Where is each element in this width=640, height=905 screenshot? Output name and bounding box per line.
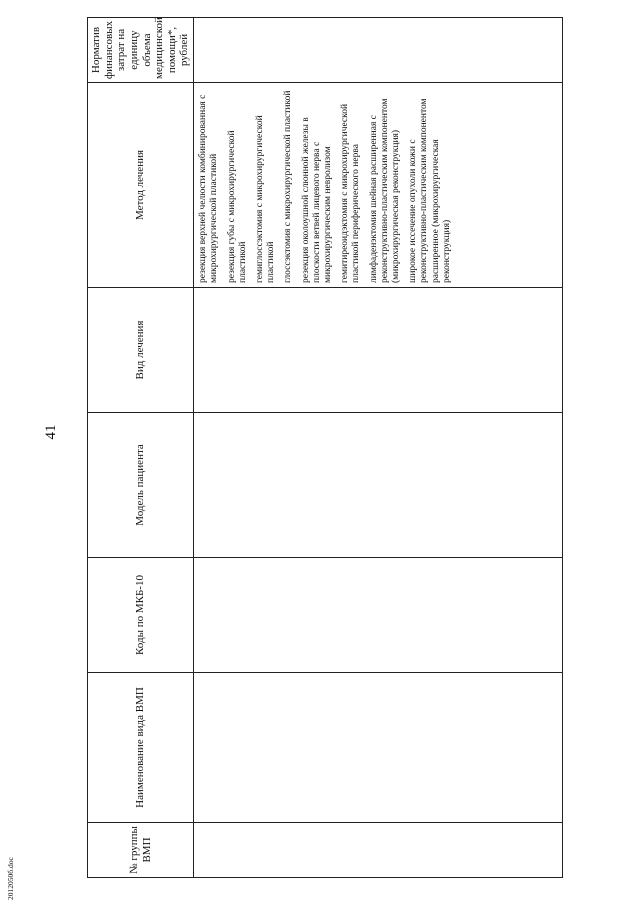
header-treatment-type: Вид лечения	[88, 288, 194, 413]
file-name: 2012050б.doc	[6, 857, 15, 900]
method-item: гемиглоссэктомия с микрохирургической пластикой	[254, 115, 277, 283]
method-item: лимфаденэктомия шейная расширенная с реконструктивно-пластическим компонентом (микрохирургическая реконструкция)	[368, 98, 401, 283]
cell-treatment-type	[194, 288, 563, 413]
method-item: резекция околоушной слюнной железы в плоскости ветвей лицевого нерва с микрохирургическим невролизом	[300, 117, 333, 283]
header-patient-model: Модель пациента	[88, 413, 194, 558]
header-vmp-name: Наименование вида ВМП	[88, 673, 194, 823]
cell-treatment-methods	[194, 83, 563, 288]
method-item: глоссэктомия с микрохирургической пластикой	[283, 90, 294, 283]
cell-patient-model	[194, 413, 563, 558]
cell-icd-codes	[194, 558, 563, 673]
header-group-number: № группы ВМП	[88, 823, 194, 878]
header-treatment-method: Метод лечения	[88, 83, 194, 288]
header-cost-norm: Норматив финансовых затрат на единицу объема медицинской помощи*, рублей	[88, 18, 194, 83]
vmp-table	[87, 17, 563, 878]
header-icd-codes: Коды по МКБ-10	[88, 558, 194, 673]
cell-vmp-name	[194, 673, 563, 823]
method-item: резекция губы с микрохирургической пластикой	[226, 130, 248, 283]
method-item: широкое иссечение опухоли кожи с реконструктивно-пластическим компонентом расширенное (микрохирургическая реконструкция)	[408, 98, 452, 283]
page-number: 41	[43, 424, 59, 440]
method-item: гемитиреоидэктомия с микрохирургической пластикой периферического нерва	[340, 103, 362, 283]
cell-cost-norm	[194, 18, 563, 83]
vmp-table-rotated	[87, 18, 563, 878]
cell-group-number	[194, 823, 563, 878]
method-item: резекция верхней челюсти комбинированная с микрохирургической пластикой	[198, 94, 220, 283]
